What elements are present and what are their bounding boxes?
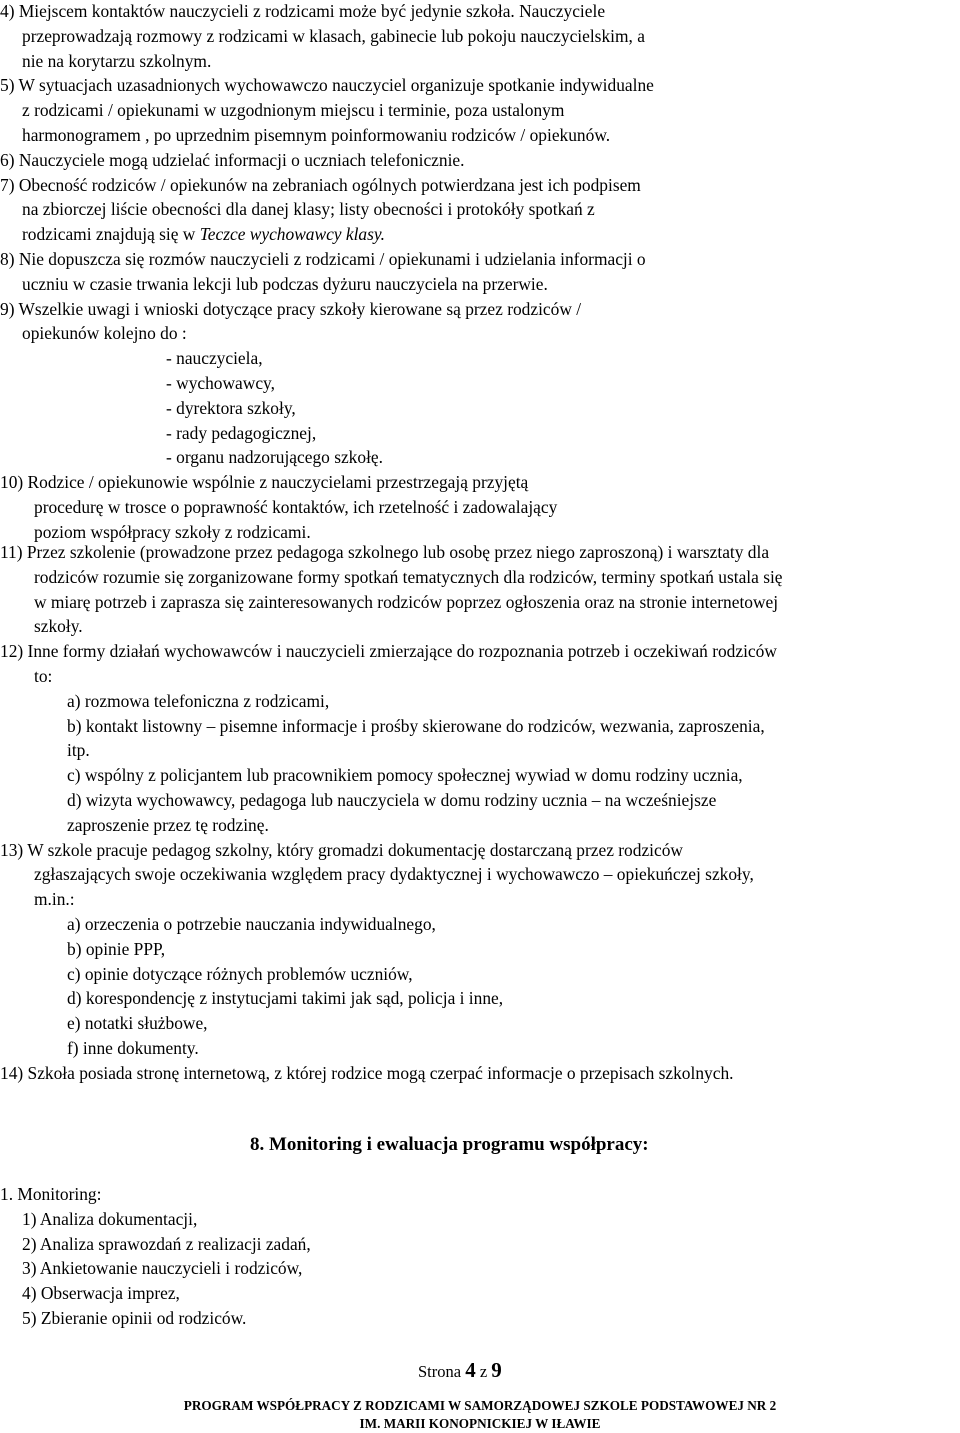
text-line — [0, 222, 654, 247]
list-item: 4) Obserwacja imprez, — [22, 1283, 180, 1304]
text-line: z rodzicami / opiekunami w uzgodnionym miejscu i terminie, poza ustalonym — [22, 100, 565, 121]
list-item: - rady pedagogicznej, — [166, 422, 317, 443]
section-heading: 8. Monitoring i ewaluacja programu współpracy: — [250, 1134, 649, 1155]
list-item: d) wizyta wychowawcy, pedagoga lub nauczyciela w domu rodziny ucznia – na wcześniejsze — [67, 789, 717, 810]
list-item: c) opinie dotyczące różnych problemów uczniów, — [67, 963, 413, 984]
text-line: 12) Inne formy działań wychowawców i nauczycieli zmierzające do rozpoznania potrzeb i oczekiwań rodziców — [0, 641, 777, 662]
text-span: rodzicami znajdują się w — [22, 224, 200, 245]
text-line: to: — [34, 665, 53, 686]
text-line: 6) Nauczyciele mogą udzielać informacji o uczniach telefonicznie. — [0, 149, 465, 170]
text-line: rodziców rozumie się zorganizowane formy spotkań tematycznych dla rodziców, terminy spotkań ustala się — [34, 566, 783, 587]
list-item: e) notatki służbowe, — [67, 1013, 208, 1034]
list-item: - nauczyciela, — [166, 348, 263, 369]
text-line: 10) Rodzice / opiekunowie wspólnie z nauczycielami przestrzegają przyjętą — [0, 472, 529, 493]
text-line: 14) Szkoła posiada stronę internetową, z której rodzice mogą czerpać informacje o przepisach szkolnych. — [0, 1062, 734, 1083]
list-item: f) inne dokumenty. — [67, 1037, 199, 1058]
text-line: procedurę w trosce o poprawność kontaktów, ich rzetelność i zadowalający — [34, 496, 558, 517]
text-line: 8) Nie dopuszcza się rozmów nauczycieli z rodzicami / opiekunami i udzielania informacji o — [0, 248, 646, 269]
text-line: m.in.: — [34, 889, 75, 910]
text-line: nie na korytarzu szkolnym. — [22, 50, 212, 71]
list-item: - wychowawcy, — [166, 372, 275, 393]
text-line: 4) Miejscem kontaktów nauczycieli z rodzicami może być jedynie szkoła. Nauczyciele — [0, 1, 606, 21]
points-11-to-14 — [0, 540, 783, 1086]
list-item: a) rozmowa telefoniczna z rodzicami, — [67, 690, 330, 711]
page-number — [418, 1358, 502, 1385]
text-line: 13) W szkole pracuje pedagog szkolny, który gromadzi dokumentację dostarczaną przez rodziców — [0, 839, 683, 860]
text-line: 1. Monitoring: — [0, 1184, 102, 1204]
text-line: opiekunów kolejno do : — [22, 323, 187, 344]
text-line: uczniu w czasie trwania lekcji lub podczas dyżuru nauczyciela na przerwie. — [22, 273, 548, 294]
text-line: 11) Przez szkolenie (prowadzone przez pedagoga szkolnego lub osobę przez niego zaproszoną) i warsztaty dla — [0, 542, 770, 562]
list-item: 1) Analiza dokumentacji, — [22, 1208, 198, 1229]
page-separator: z — [479, 1362, 488, 1381]
text-line: na zbiorczej liście obecności dla danej klasy; listy obecności i protokóły spotkań z — [22, 199, 595, 220]
list-item: itp. — [67, 740, 90, 761]
text-line: harmonogramem , po uprzednim pisemnym poinformowaniu rodziców / opiekunów. — [22, 124, 611, 145]
points-4-to-10 — [0, 0, 654, 545]
footer-line-2: IM. MARII KONOPNICKIEJ W IŁAWIE — [359, 1416, 601, 1431]
list-item: b) opinie PPP, — [67, 938, 166, 959]
list-item: zaproszenie przez tę rodzinę. — [67, 814, 269, 835]
text-line: 5) W sytuacjach uzasadnionych wychowawczo nauczyciel organizuje spotkanie indywidualne — [0, 75, 654, 96]
list-item: - organu nadzorującego szkołę. — [166, 447, 383, 468]
text-line: zgłaszających swoje oczekiwania względem pracy dydaktycznej i wychowawczo – opiekuńczej szkoły, — [34, 864, 754, 885]
list-item: c) wspólny z policjantem lub pracownikiem pomocy społecznej wywiad w domu rodziny ucznia, — [67, 765, 743, 786]
text-line: poziom współpracy szkoły z rodzicami. — [34, 521, 311, 542]
list-item: 3) Ankietowanie nauczycieli i rodziców, — [22, 1258, 303, 1279]
list-item: 5) Zbieranie opinii od rodziców. — [22, 1307, 247, 1328]
page-current: 4 — [465, 1358, 476, 1382]
monitoring-list — [0, 1182, 311, 1331]
page-label: Strona — [418, 1362, 462, 1381]
list-item: b) kontakt listowny – pisemne informacje i prośby skierowane do rodziców, wezwania, zaproszenia, — [67, 715, 765, 736]
text-line: 9) Wszelkie uwagi i wnioski dotyczące pracy szkoły kierowane są przez rodziców / — [0, 298, 582, 319]
italic-text: Teczce wychowawcy klasy. — [199, 224, 385, 245]
text-line: 7) Obecność rodziców / opiekunów na zebraniach ogólnych potwierdzana jest ich podpisem — [0, 174, 641, 195]
list-item: d) korespondencję z instytucjami takimi jak sąd, policja i inne, — [67, 988, 504, 1009]
footer-line-1: PROGRAM WSPÓŁPRACY Z RODZICAMI W SAMORZĄDOWEJ SZKOLE PODSTAWOWEJ NR 2 — [183, 1398, 777, 1413]
list-item: a) orzeczenia o potrzebie nauczania indywidualnego, — [67, 913, 436, 934]
text-line: przeprowadzają rozmowy z rodzicami w klasach, gabinecie lub pokoju nauczycielskim, a — [22, 25, 645, 46]
text-line: szkoły. — [34, 616, 83, 637]
list-item: - dyrektora szkoły, — [166, 397, 296, 418]
page-total: 9 — [491, 1358, 502, 1382]
list-item: 2) Analiza sprawozdań z realizacji zadań, — [22, 1233, 311, 1254]
text-line: w miarę potrzeb i zaprasza się zainteresowanych rodziców poprzez ogłoszenia oraz na stronie internetowej — [34, 591, 779, 612]
